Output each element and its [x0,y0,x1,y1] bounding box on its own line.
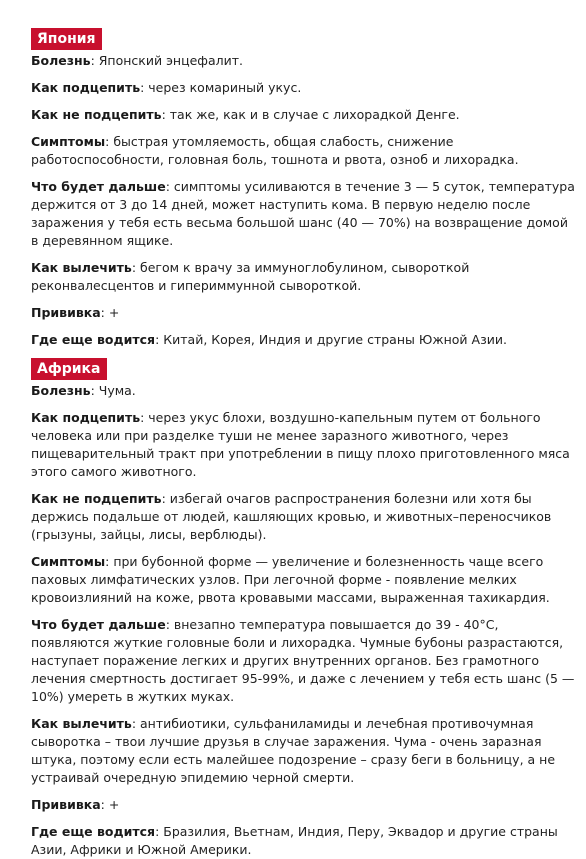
item-label: Где еще водится [31,332,156,347]
info-item-how-to-catch: Как подцепить: через укус блохи, воздушно-капельным путем от больного человека или при разделке туши не менее заразного животного, через пищеварительный тракт при употреблении в пищу плохо приготовленного мяса этого самого животного. [31,410,570,479]
info-item-what-next: Что будет дальше: внезапно температура повышается до 39 - 40°C, появляются жуткие головные боли и лихорадка. Чумные бубоны разрастаются, наступает поражение легких и других внутренних органов. Без грамотного лечения смертность достигает 95-99%, и даже с лечением у тебя есть шанс (5 — 10%) умереть в жутких муках. [31,617,575,704]
item-text: при бубонной форме — увеличение и болезненность чаще всего паховых лимфатических узлов. При легочной форме - появление мелких кровоизлияний на коже, рвота кровавыми массами, выраженная тахикардия. [31,554,550,605]
item-label: Как не подцепить [31,107,162,122]
item-text: Китай, Корея, Индия и другие страны Южной Азии. [163,332,507,347]
section-title: Африка [31,358,107,380]
item-label: Где еще водится [31,824,156,839]
item-label: Как подцепить [31,80,141,95]
info-item-what-next: Что будет дальше: симптомы усиливаются в течение 3 — 5 суток, температура держится от 3 до 14 дней, может наступить кома. В первую неделю после заражения у тебя есть весьма большой шанс (40 — 70%) на возвращение домой в деревянном ящике. [31,179,575,248]
info-item-treatment: Как вылечить: бегом к врачу за иммуноглобулином, сывороткой реконвалесцентов и гипериммунной сывороткой. [31,260,470,293]
item-text: антибиотики, сульфаниламиды и лечебная противочумная сыворотка – твои лучшие друзья в случае заражения. Чума - очень заразная штука, поэтому если есть малейшее подозрение – сразу беги в больницу, а не устраивай очередную эпидемию черной смерти. [31,716,556,785]
item-label: Прививка [31,797,101,812]
info-item-vaccine: Прививка: + [31,797,120,812]
item-label: Что будет дальше [31,617,166,632]
info-item-treatment: Как вылечить: антибиотики, сульфаниламиды и лечебная противочумная сыворотка – твои лучшие друзья в случае заражения. Чума - очень заразная штука, поэтому если есть малейшее подозрение – сразу беги в больницу, а не устраивай очередную эпидемию черной смерти. [31,716,556,785]
item-text: + [108,797,120,812]
item-text: через комариный укус. [148,80,302,95]
item-label: Прививка [31,305,101,320]
item-text: быстрая утомляемость, общая слабость, снижение работоспособности, головная боль, тошнота и рвота, озноб и лихорадка. [31,134,519,167]
info-item-where-else: Где еще водится: Бразилия, Вьетнам, Индия, Перу, Эквадор и другие страны Азии, Африки и Южной Америки. [31,824,558,857]
info-item-disease: Болезнь: Чума. [31,383,136,398]
info-item-where-else: Где еще водится: Китай, Корея, Индия и другие страны Южной Азии. [31,332,507,347]
section-africa [31,358,576,859]
item-text: + [108,305,120,320]
item-label: Болезнь [31,53,91,68]
section-title: Япония [31,28,102,50]
item-text: бегом к врачу за иммуноглобулином, сывороткой реконвалесцентов и гипериммунной сывороткой. [31,260,470,293]
info-item-how-to-avoid: Как не подцепить: избегай очагов распространения болезни или хотя бы держись подальше от людей, кашляющих кровью, и животных–переносчиков (грызуны, зайцы, лисы, верблюды). [31,491,552,542]
item-label: Как не подцепить [31,491,162,506]
item-text: Чума. [98,383,136,398]
info-item-symptoms: Симптомы: при бубонной форме — увеличение и болезненность чаще всего паховых лимфатических узлов. При легочной форме - появление мелких кровоизлияний на коже, рвота кровавыми массами, выраженная тахикардия. [31,554,550,605]
item-label: Симптомы [31,134,106,149]
item-text: Бразилия, Вьетнам, Индия, Перу, Эквадор и другие страны Азии, Африки и Южной Америки. [31,824,558,857]
item-label: Как вылечить [31,716,132,731]
item-text: избегай очагов распространения болезни или хотя бы держись подальше от людей, кашляющих кровью, и животных–переносчиков (грызуны, зайцы, лисы, верблюды). [31,491,552,542]
info-item-how-to-catch: Как подцепить: через комариный укус. [31,80,302,95]
info-item-symptoms: Симптомы: быстрая утомляемость, общая слабость, снижение работоспособности, головная боль, тошнота и рвота, озноб и лихорадка. [31,134,519,167]
item-text: внезапно температура повышается до 39 - 40°C, появляются жуткие головные боли и лихорадка. Чумные бубоны разрастаются, наступает поражение легких и других внутренних органов. Без грамотного лечения смертность достигает 95-99%, и даже с лечением у тебя есть шанс (5 — 10%) умереть в жутких муках. [31,617,575,704]
item-text: Японский энцефалит. [98,53,244,68]
item-text: так же, как и в случае с лихорадкой Денге. [169,107,460,122]
item-label: Как вылечить [31,260,132,275]
info-item-disease: Болезнь: Японский энцефалит. [31,53,244,68]
item-label: Симптомы [31,554,106,569]
info-item-vaccine: Прививка: + [31,305,120,320]
info-item-how-to-avoid: Как не подцепить: так же, как и в случае с лихорадкой Денге. [31,107,460,122]
item-label: Что будет дальше [31,179,166,194]
item-text: через укус блохи, воздушно-капельным путем от больного человека или при разделке туши не менее заразного животного, через пищеварительный тракт при употреблении в пищу плохо приготовленного мяса этого самого животного. [31,410,570,479]
item-text: симптомы усиливаются в течение 3 — 5 суток, температура держится от 3 до 14 дней, может наступить кома. В первую неделю после заражения у тебя есть весьма большой шанс (40 — 70%) на возвращение домой в деревянном ящике. [31,179,575,248]
item-label: Болезнь [31,383,91,398]
section-japan [31,28,576,349]
item-label: Как подцепить [31,410,141,425]
